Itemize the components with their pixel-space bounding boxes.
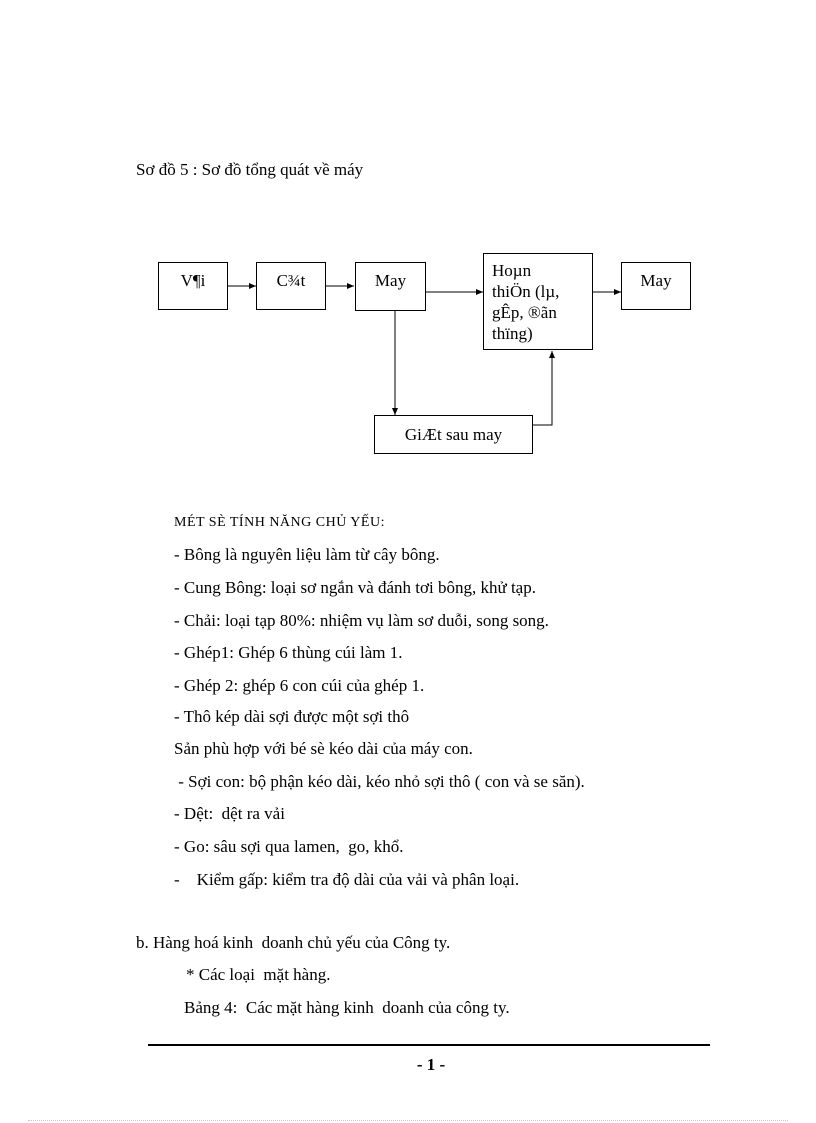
list-item: - Sợi con: bộ phận kéo dài, kéo nhỏ sợi thô ( con và se săn). bbox=[174, 772, 585, 791]
node-may: May bbox=[355, 262, 426, 311]
list-item: - Chải: loại tạp 80%: nhiệm vụ làm sơ duỗi, song song. bbox=[174, 611, 549, 630]
page-bottom-border bbox=[28, 1120, 788, 1121]
node-giat-sau-may: GiÆt sau may bbox=[374, 415, 533, 454]
arrow-giat-hoanthien bbox=[533, 351, 552, 425]
list-item: - Ghép 2: ghép 6 con cúi của ghép 1. bbox=[174, 676, 425, 695]
list-item: - Kiểm gấp: kiểm tra độ dài của vải và phân loại. bbox=[174, 870, 520, 889]
section-b-sub: * Các loại mặt hàng. bbox=[186, 965, 331, 984]
table-caption: Bảng 4: Các mặt hàng kinh doanh của công ty. bbox=[184, 998, 510, 1017]
list-item: Sản phù hợp với bé sè kéo dài của máy con. bbox=[174, 739, 473, 758]
node-cat: C¾t bbox=[256, 262, 326, 310]
list-item: - Thô kép dài sợi được một sợi thô bbox=[174, 707, 410, 726]
list-item: - Go: sâu sợi qua lamen, go, khổ. bbox=[174, 837, 404, 856]
list-item: - Cung Bông: loại sơ ngắn và đánh tơi bông, khử tạp. bbox=[174, 578, 536, 597]
node-hoan-thien: Hoµn thiÖn (lµ, gÊp, ®ãn thïng) bbox=[483, 253, 593, 350]
diagram-title: Sơ đồ 5 : Sơ đồ tổng quát về máy bbox=[136, 160, 364, 179]
list-item: - Bông là nguyên liệu làm từ cây bông. bbox=[174, 545, 440, 564]
features-heading: MÉT SÈ TÍNH NĂNG CHỦ YẾU: bbox=[174, 515, 385, 530]
list-item: - Dệt: dệt ra vải bbox=[174, 804, 285, 823]
footer-rule bbox=[148, 1044, 710, 1046]
page-number: - 1 - bbox=[416, 1055, 446, 1074]
list-item: - Ghép1: Ghép 6 thùng cúi làm 1. bbox=[174, 643, 403, 662]
node-vai: V¶i bbox=[158, 262, 228, 310]
node-may-final: May bbox=[621, 262, 691, 310]
section-b-heading: b. Hàng hoá kinh doanh chủ yếu của Công ty. bbox=[136, 933, 451, 952]
